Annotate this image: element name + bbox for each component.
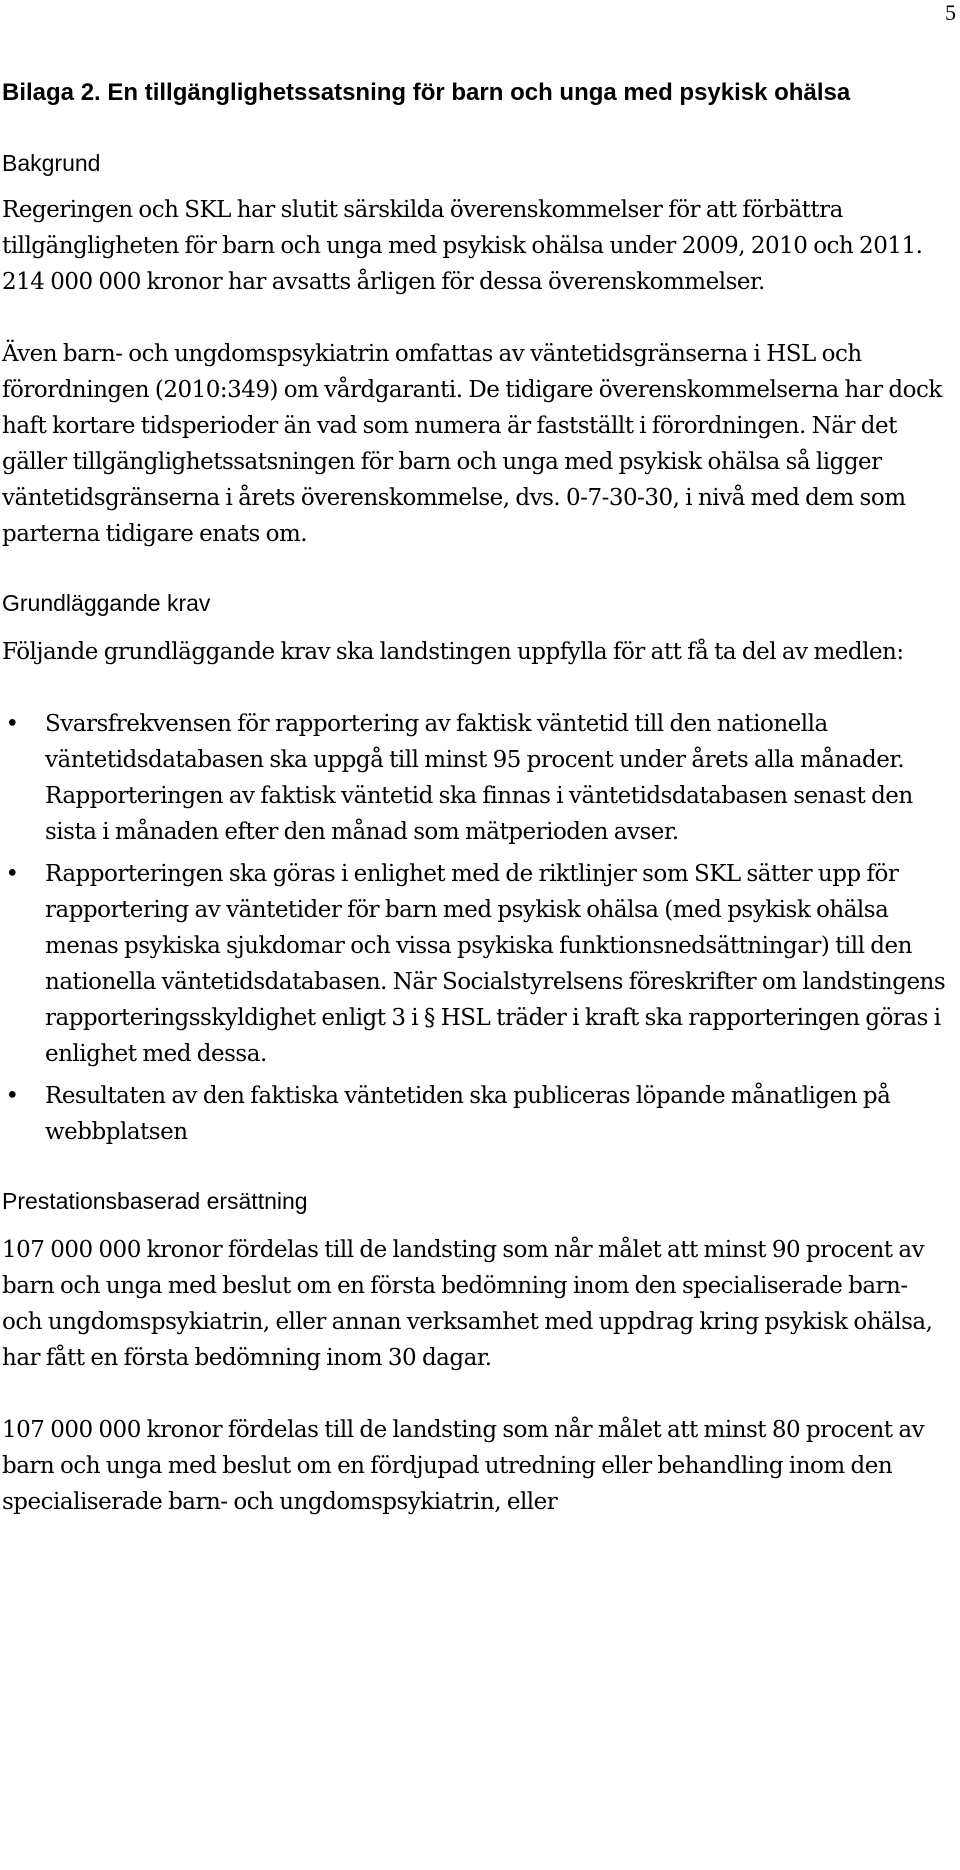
paragraph-bakgrund-1: Regeringen och SKL har slutit särskilda överenskommelser för att förbättra tillgängligheten för barn och unga med psykisk ohälsa under 2009, 2010 och 2011. 214 000 000 kronor har avsatts årligen för dessa överenskommelser. <box>2 197 923 295</box>
section-heading-bakgrund: Bakgrund <box>2 150 101 176</box>
page-number: 5 <box>945 0 956 25</box>
section-heading-prestationsbaserad: Prestationsbaserad ersättning <box>2 1188 308 1214</box>
requirements-list <box>0 706 952 1150</box>
paragraph-bakgrund-2: Även barn- och ungdomspsykiatrin omfattas av väntetidsgränserna i HSL och förordningen (2010:349) om vårdgaranti. De tidigare överenskommelserna har dock haft kortare tidsperioder än vad som numera är fastställt i förordningen. När det gäller tillgänglighetssatsningen för barn och unga med psykisk ohälsa så ligger väntetidsgränserna i årets överenskommelse, dvs. 0-7-30-30, i nivå med dem som parterna tidigare enats om. <box>2 341 942 547</box>
paragraph-prestation-1: 107 000 000 kronor fördelas till de landsting som når målet att minst 90 procent av barn och unga med beslut om en första bedömning inom den specialiserade barn- och ungdomspsykiatrin, eller annan verksamhet med uppdrag kring psykisk ohälsa, har fått en första bedömning inom 30 dagar. <box>2 1237 933 1371</box>
list-item <box>0 1078 952 1150</box>
paragraph-krav-intro: Följande grundläggande krav ska landstingen uppfylla för att få ta del av medlen: <box>2 639 904 665</box>
list-item <box>0 856 952 1072</box>
appendix-title: Bilaga 2. En tillgänglighetssatsning för barn och unga med psykisk ohälsa <box>2 79 851 106</box>
bullet-icon: • <box>5 861 19 887</box>
list-item <box>0 706 952 850</box>
list-item-text: Svarsfrekvensen för rapportering av faktisk väntetid till den nationella väntetidsdatabasen ska uppgå till minst 95 procent under årets alla månader. Rapporteringen av faktisk väntetid ska finnas i väntetidsdatabasen senast den sista i månaden efter den månad som mätperioden avser. <box>45 711 913 845</box>
document-body <box>0 78 952 1520</box>
paragraph-prestation-2: 107 000 000 kronor fördelas till de landsting som når målet att minst 80 procent av barn och unga med beslut om en fördjupad utredning eller behandling inom den specialiserade barn- och ungdomspsykiatrin, eller <box>2 1417 925 1515</box>
list-item-text: Rapporteringen ska göras i enlighet med de riktlinjer som SKL sätter upp för rapportering av väntetider för barn med psykisk ohälsa (med psykisk ohälsa menas psykiska sjukdomar och vissa psykiska funktionsnedsättningar) till den nationella väntetidsdatabasen. När Socialstyrelsens föreskrifter om landstingens rapporteringsskyldighet enligt 3 i § HSL träder i kraft ska rapporteringen göras i enlighet med dessa. <box>45 861 946 1067</box>
section-heading-grundlaggande-krav: Grundläggande krav <box>2 590 211 616</box>
list-item-text: Resultaten av den faktiska väntetiden ska publiceras löpande månatligen på webbplatsen <box>45 1083 891 1145</box>
bullet-icon: • <box>5 711 19 737</box>
bullet-icon: • <box>5 1083 19 1109</box>
